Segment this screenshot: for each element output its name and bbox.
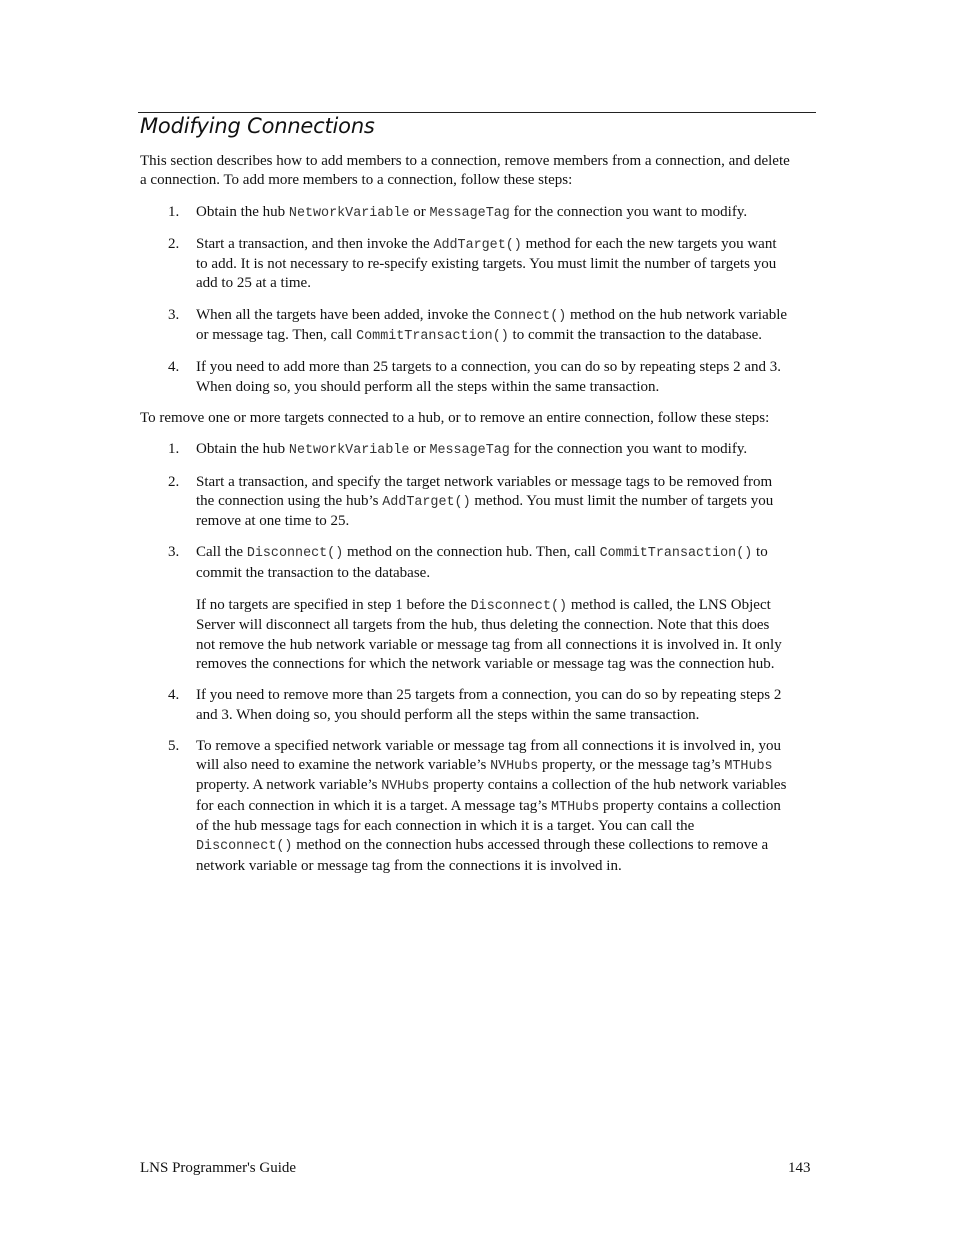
step-number: 4.	[168, 687, 180, 704]
step-text: If you need to add more than 25 targets to a connection, you can do so by repeating steps 2 and 3. When doing so, you should perform all the steps within the same transaction.	[196, 359, 781, 395]
code-term: CommitTransaction()	[356, 329, 509, 345]
remove-step-5	[140, 737, 790, 876]
add-step-1	[140, 203, 790, 223]
step-text: property, or the message tag’s	[538, 757, 725, 774]
step-text: Start a transaction, and specify the target network variables or message tags to be removed from the connection using the hub’s	[196, 473, 773, 509]
footer-page-number: 143	[788, 1160, 811, 1176]
remove-step-4	[140, 686, 790, 725]
step-text: for the connection you want to modify.	[509, 441, 748, 458]
code-term: Connect()	[493, 308, 567, 324]
step-number: 2.	[168, 473, 180, 490]
section-title: Modifying Connections	[140, 114, 375, 138]
step-text: method for each the new targets you want to add. It is not necessary to re-specify existing targets. You must limit the number of targets you add to 25 at a time.	[196, 235, 777, 292]
step-number: 1.	[168, 441, 180, 458]
step-text: When all the targets have been added, invoke the	[196, 306, 494, 323]
step-number: 3.	[168, 306, 180, 323]
step-text: method on the connection hub. Then, call	[343, 544, 600, 561]
section-body	[140, 152, 790, 888]
add-step-3	[140, 306, 790, 347]
add-step-4	[140, 358, 790, 397]
remove-steps-list	[140, 440, 790, 876]
step-number: 4.	[168, 359, 180, 376]
code-term: Disconnect()	[470, 599, 568, 615]
step-text: to commit the transaction to the database.	[508, 327, 763, 344]
step-note	[196, 596, 790, 674]
code-term: NVHubs	[490, 759, 539, 775]
remove-step-3	[140, 543, 790, 674]
remove-intro-paragraph: To remove one or more targets connected to a hub, or to remove an entire connection, follow these steps:	[140, 409, 770, 426]
note-text: method is called, the LNS Object Server will disconnect all targets from the hub, thus deleting the connection. Note that this does not remove the hub network variable or message tag from all connections it is involved in. It only removes the connections for which the network variable or message tag was the connection hub.	[196, 597, 782, 672]
code-term: Disconnect()	[246, 546, 344, 562]
intro-paragraph: This section describes how to add members to a connection, remove members from a connection, and delete a connection. To add more members to a connection, follow these steps:	[140, 153, 790, 189]
step-text: method. You must limit the number of targets you remove at one time to 25.	[196, 492, 774, 530]
code-term: NetworkVariable	[288, 205, 410, 221]
step-text: property contains a collection of the hub network variables for each connection in which it is a target. A message tag’s	[196, 777, 787, 814]
code-term: Disconnect()	[196, 839, 293, 855]
step-text: Start a transaction, and then invoke the	[196, 235, 434, 252]
step-text: method on the hub network variable or message tag. Then, call	[196, 306, 788, 344]
step-number: 2.	[168, 235, 180, 252]
add-steps-list	[140, 203, 790, 397]
note-text: If no targets are specified in step 1 before the	[196, 597, 471, 614]
remove-step-2	[140, 473, 790, 532]
step-text: method on the connection hubs accessed through these collections to remove a network variable or message tag from the connections it is involved in.	[196, 837, 769, 874]
code-term: NetworkVariable	[288, 443, 410, 459]
step-number: 5.	[168, 737, 180, 754]
step-text: Obtain the hub	[196, 441, 289, 458]
code-term: MessageTag	[429, 443, 510, 459]
step-text: to commit the transaction to the database.	[196, 544, 768, 581]
step-number: 3.	[168, 544, 180, 561]
code-term: AddTarget()	[382, 494, 471, 510]
step-text: or	[409, 203, 430, 220]
code-term: MessageTag	[429, 205, 510, 221]
code-term: CommitTransaction()	[599, 546, 753, 562]
step-text: property contains a collection of the hub message tags for each connection in which it is a target. You can call the	[196, 797, 781, 835]
step-text: To remove a specified network variable or message tag from all connections it is involved in, you will also need to examine the network variable’s	[196, 737, 782, 774]
step-text: property. A network variable’s	[196, 777, 382, 794]
step-text: If you need to remove more than 25 targets from a connection, you can do so by repeating steps 2 and 3. When doing so, you should perform all the steps within the same transaction.	[196, 687, 782, 723]
step-text: for the connection you want to modify.	[509, 203, 748, 220]
remove-step-1	[140, 440, 790, 460]
step-text: Obtain the hub	[196, 203, 289, 220]
code-term: MTHubs	[724, 759, 773, 775]
code-term: NVHubs	[381, 779, 430, 795]
code-term: AddTarget()	[433, 237, 522, 253]
footer-guide-title: LNS Programmer's Guide	[140, 1160, 297, 1176]
add-step-2	[140, 235, 790, 294]
step-number: 1.	[168, 203, 180, 220]
code-term: MTHubs	[551, 799, 600, 815]
step-text: Call the	[196, 544, 247, 561]
step-text: or	[409, 441, 430, 458]
section-rule	[138, 112, 816, 113]
